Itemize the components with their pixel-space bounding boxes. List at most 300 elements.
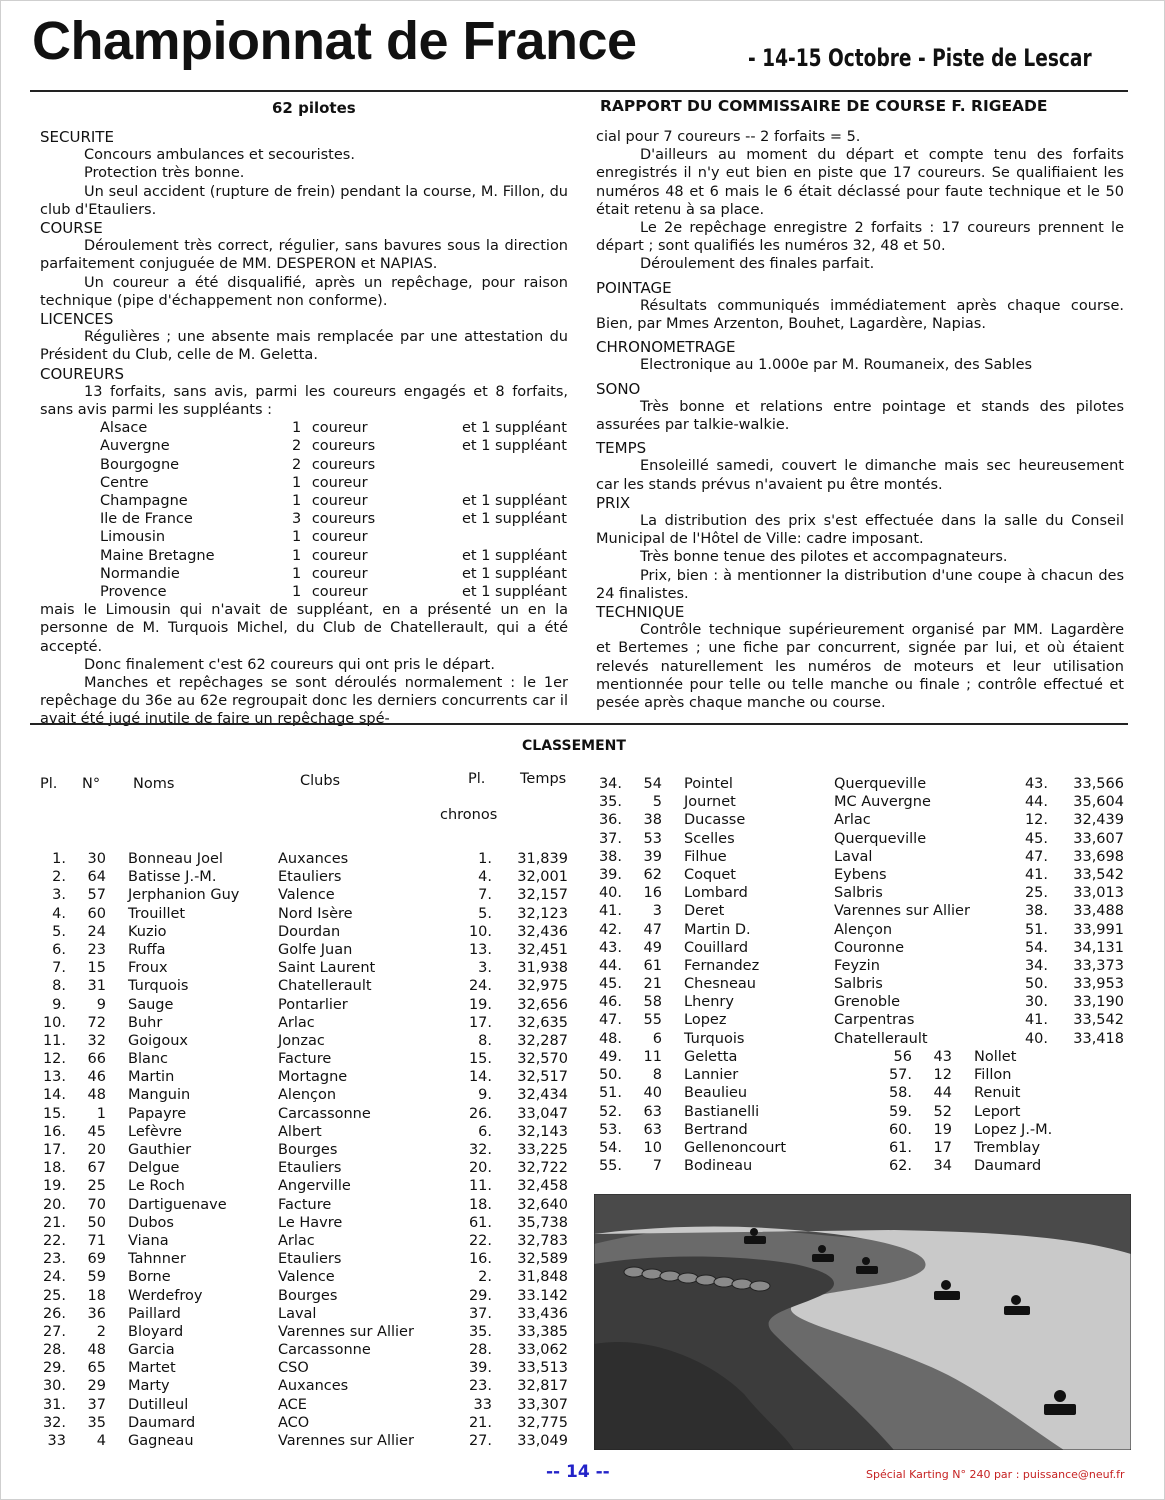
cell-place: 46. [598,994,622,1011]
cell-number: 59 [87,1269,106,1286]
paragraph: Un coureur a été disqualifié, après un repêchage, pour raison technique (pipe d'échappement non conforme). [40,274,568,309]
table-row [40,1087,570,1105]
cell-name: Froux [128,960,168,977]
cell-time: 33,991 [1073,921,1124,938]
cell-time: 32,287 [517,1032,568,1049]
classement-table-right [596,776,1126,1049]
cell-time: 33,488 [1073,903,1124,920]
cell-name: Tahnner [128,1251,186,1268]
cell-time: 33,698 [1073,848,1124,865]
table-row [40,1378,570,1396]
table-row [40,1269,570,1287]
cell-time: 33,436 [517,1305,568,1322]
cell-time: 33,607 [1073,830,1124,847]
cell-number: 29 [87,1378,106,1395]
cell-place: 15. [42,1105,66,1122]
cell-time: 31,839 [517,851,568,867]
cell-name: Beaulieu [684,1085,748,1102]
classement-table-split [596,1049,1126,1176]
cell-place: 52. [598,1103,622,1120]
cell-number: 45 [87,1123,106,1140]
cell-number: 61 [643,957,662,974]
cell-chrono-place: 54. [1024,939,1048,956]
cell-chrono-place: 23. [468,1378,492,1395]
table-row [596,885,1126,903]
cell-number: 66 [87,1051,106,1068]
paragraph: Concours ambulances et secouristes. [84,147,355,164]
table-row [40,1015,570,1033]
table-row [40,924,570,942]
cell-time: 32,635 [517,1014,568,1031]
cell-time: 33,225 [517,1142,568,1158]
header-chronos: chronos [440,807,498,823]
cell-number: 53 [643,830,662,847]
cell-number: 47 [643,921,662,938]
cell-chrono-place: 50. [1024,976,1048,993]
cell-club: Nord Isère [278,905,353,922]
cell-number: 30 [87,851,106,867]
cell-number: 38 [643,812,662,829]
cell-place: 13. [42,1069,66,1086]
cell-number: 57 [87,887,106,904]
cell-number: 5 [652,794,662,811]
cell-time: 33,190 [1073,994,1124,1011]
table-row [40,1124,570,1142]
cell-name: Ducasse [684,812,746,829]
cell-club: Querqueville [834,776,927,792]
cell-chrono-place: 39. [468,1360,492,1377]
cell-club: MC Auvergne [834,794,931,811]
cell-club: Carcassonne [278,1342,371,1359]
cell-club: Arlac [278,1232,315,1249]
table-row [596,849,1126,867]
table-row [40,1433,570,1451]
cell-time: 33.142 [517,1287,568,1304]
cell-club: Etauliers [278,1160,342,1177]
cell-place: 31. [42,1396,66,1413]
table-row [40,1069,570,1087]
cell-name: Gauthier [128,1142,192,1158]
region-row [100,492,568,510]
cell-name: Trouillet [128,905,186,922]
cell-number: 15 [87,960,106,977]
cell-number: 64 [87,869,106,886]
cell-name: Lefèvre [128,1123,182,1140]
cell-time: 32,451 [517,941,568,958]
cell-number: 48 [87,1342,106,1359]
cell-club: Auxances [278,851,349,867]
region-name: Provence [100,583,167,600]
cell-chrono-place: 37. [468,1305,492,1322]
cell-club: Arlac [278,1014,315,1031]
cell-place: 50. [598,1067,622,1084]
table-row [40,1142,570,1160]
region-row [100,583,568,601]
cell-club: Etauliers [278,1251,342,1268]
cell-club: Carcassonne [278,1105,371,1122]
table-row [596,922,1126,940]
region-row [100,419,568,437]
cell-place: 19. [42,1178,66,1195]
paragraph: Electronique au 1.000e par M. Roumaneix, des Sables [640,357,1033,374]
cell-time: 32,001 [517,869,568,886]
cell-name: Bertrand [684,1121,748,1138]
cell-name: Bonneau Joel [128,851,223,867]
cell-time: 32,123 [517,905,568,922]
cell-chrono-place: 27. [468,1433,492,1449]
cell-name: Werdefroy [128,1287,203,1304]
cell-number: 6 [652,1030,662,1047]
cell-number: 32 [87,1032,106,1049]
cell-club: Querqueville [834,830,927,847]
cell-club: Etauliers [278,869,342,886]
table-row [40,1288,570,1306]
cell-name: Tremblay [974,1139,1041,1156]
table-row [596,1031,1126,1049]
cell-place: 16. [42,1123,66,1140]
cell-number: 46 [87,1069,106,1086]
cell-number: 63 [643,1121,662,1138]
cell-place: 25. [42,1287,66,1304]
cell-name: Delgue [128,1160,180,1177]
cell-number: 21 [643,976,662,993]
cell-place: 23. [42,1251,66,1268]
section-prix-title: PRIX [596,493,631,512]
region-count: 1 coureur [292,493,368,509]
section-course-title: COURSE [40,219,103,238]
paragraph: Manches et repêchages se sont déroulés normalement : le 1er repêchage du 36e au 62e regroupait donc les derniers concurrents car il avait été jugé inutile de faire un repêchage spé- [40,674,568,728]
cell-time: 33,013 [1073,885,1124,902]
right-column [596,128,1124,712]
table-row [596,940,1126,958]
cell-number: 49 [643,939,662,956]
table-row [40,869,570,887]
cell-name: Scelles [684,830,735,847]
cell-time: 33,953 [1073,976,1124,993]
cell-name: Dartiguenave [128,1196,227,1213]
table-row [596,812,1126,830]
cell-time: 33,542 [1073,866,1124,883]
cell-club: Jonzac [278,1032,325,1049]
cell-place: 44. [598,957,622,974]
cell-number: 39 [643,848,662,865]
cell-place: 22. [42,1232,66,1249]
region-row [100,565,568,583]
cell-place: 32. [42,1414,66,1431]
region-row [100,547,568,565]
cell-time: 33,418 [1073,1030,1124,1047]
cell-place: 4. [52,905,66,922]
table-row [596,794,1126,812]
cell-club: Valence [278,1269,335,1286]
cell-time: 32,436 [517,923,568,940]
cell-place: 26. [42,1305,66,1322]
cell-place: 57. [888,1067,912,1084]
cell-name: Sauge [128,996,174,1013]
cell-club: Alençon [278,1087,337,1104]
region-name: Alsace [100,420,148,437]
section-securite-title: SECURITE [40,128,114,146]
region-count: 2 coureurs [292,456,376,473]
cell-place: 37. [598,830,622,847]
cell-chrono-place: 44. [1024,794,1048,811]
cell-name: Fernandez [684,957,760,974]
cell-number: 17 [933,1139,952,1156]
cell-number: 12 [933,1067,952,1084]
cell-number: 62 [643,866,662,883]
cell-club: Golfe Juan [278,941,353,958]
cell-time: 32,975 [517,978,568,995]
cell-chrono-place: 22. [468,1232,492,1249]
table-row [596,976,1126,994]
cell-club: Laval [834,848,873,865]
cell-chrono-place: 17. [468,1014,492,1031]
section-chronometrage-title: CHRONOMETRAGE [596,338,736,357]
cell-number: 1 [96,1105,106,1122]
section-sono-title: SONO [596,379,641,398]
cell-club: ACE [278,1396,307,1413]
table-row [40,960,570,978]
cell-chrono-place: 3. [478,960,492,977]
cell-club: Facture [278,1196,332,1213]
cell-name: Dutilleul [128,1396,189,1413]
table-row [40,1251,570,1269]
region-count: 1 coureur [292,474,368,491]
cell-time: 32,439 [1073,812,1124,829]
cell-place: 24. [42,1269,66,1286]
cell-name: Bloyard [128,1323,184,1340]
table-row [596,1104,1126,1122]
cell-place: 9. [52,996,66,1013]
cell-place: 47. [598,1012,622,1029]
cell-name: Le Roch [128,1178,185,1195]
cell-name: Jerphanion Guy [128,887,240,904]
cell-club: Bourges [278,1287,338,1304]
table-row [40,1215,570,1233]
region-name: Bourgogne [100,456,180,473]
cell-time: 32,570 [517,1051,568,1068]
cell-time: 32,775 [517,1414,568,1431]
cell-name: Lombard [684,885,748,902]
table-row [40,997,570,1015]
credit-link[interactable]: Spécial Karting N° 240 par : puissance@neuf.fr [866,1468,1125,1481]
cell-number: 69 [87,1251,106,1268]
cell-name: Turquois [684,1030,745,1047]
cell-number: 58 [643,994,662,1011]
cell-chrono-place: 43. [1024,776,1048,792]
header-rule [30,90,1128,92]
cell-time: 32,783 [517,1232,568,1249]
paragraph: Protection très bonne. [84,165,245,182]
cell-time: 33,047 [517,1105,568,1122]
cell-chrono-place: 4. [478,869,492,886]
region-count: 1 coureur [292,420,368,437]
cell-club: Chatellerault [278,978,372,995]
left-column [40,128,568,729]
cell-name: Kuzio [128,923,167,940]
cell-number: 65 [87,1360,106,1377]
cell-place: 45. [598,976,622,993]
cell-club: Feyzin [834,957,880,974]
cell-name: Fillon [974,1067,1012,1084]
cell-chrono-place: 1. [478,851,492,867]
cell-time: 33,062 [517,1342,568,1359]
cell-time: 33,542 [1073,1012,1124,1029]
cell-chrono-place: 33 [473,1396,492,1413]
cell-time: 32,517 [517,1069,568,1086]
cell-time: 32,656 [517,996,568,1013]
cell-name: Lopez J.-M. [974,1121,1053,1138]
cell-time: 35,738 [517,1214,568,1231]
table-row [40,1306,570,1324]
cell-place: 5. [52,923,66,940]
cell-chrono-place: 18. [468,1196,492,1213]
paragraph: Très bonne et relations entre pointage et stands des pilotes assurées par talkie-walkie. [596,398,1124,434]
cell-number: 35 [87,1414,106,1431]
paragraph: Le 2e repêchage enregistre 2 forfaits : 17 coureurs prennent le départ ; sont qualifiés les numéros 32, 48 et 50. [596,220,1124,255]
cell-name: Daumard [128,1414,196,1431]
section-pointage-title: POINTAGE [596,278,672,297]
cell-club: ACO [278,1414,310,1431]
region-extra: et 1 suppléant [462,493,567,509]
cell-number: 54 [643,776,662,792]
paragraph: Ensoleillé samedi, couvert le dimanche mais sec heureusement car les stands prévus n'avaient pu être montés. [596,458,1124,493]
cell-number: 16 [643,885,662,902]
cell-chrono-place: 6. [478,1123,492,1140]
cell-chrono-place: 45. [1024,830,1048,847]
cell-club: Auxances [278,1378,349,1395]
cell-name: Paillard [128,1305,181,1322]
cell-club: Arlac [834,812,871,829]
cell-name: Lhenry [684,994,734,1011]
paragraph: Déroulement très correct, régulier, sans bavures sous la direction parfaitement conjuguée de MM. DESPERON et NAPIAS. [40,238,568,273]
cell-place: 28. [42,1342,66,1359]
cell-number: 71 [87,1232,106,1249]
cell-chrono-place: 29. [468,1287,492,1304]
table-row [40,887,570,905]
cell-number: 19 [933,1121,952,1138]
cell-place: 48. [598,1030,622,1047]
table-row [596,1012,1126,1030]
region-name: Champagne [100,493,188,509]
cell-number: 48 [87,1087,106,1104]
cell-name: Couillard [684,939,749,956]
cell-number: 24 [87,923,106,940]
cell-name: Daumard [974,1158,1042,1175]
cell-number: 37 [87,1396,106,1413]
cell-place: 1. [52,851,66,867]
cell-number: 18 [87,1287,106,1304]
paragraph: mais le Limousin qui n'avait de suppléant, en a présenté un en la personne de M. Turquois Michel, du Club de Chatellerault, qui a été accepté. [40,602,568,655]
region-count: 3 coureurs [292,511,376,528]
paragraph: Très bonne tenue des pilotes et accompagnateurs. [640,549,1008,566]
cell-place: 35. [598,794,622,811]
cell-place: 60. [888,1121,912,1138]
table-row [40,1033,570,1051]
cell-place: 36. [598,812,622,829]
region-name: Centre [100,474,149,491]
table-row [596,1085,1126,1103]
classement-title: CLASSEMENT [522,738,626,754]
table-row [596,1049,1126,1067]
cell-club: Varennes sur Allier [834,903,970,920]
cell-chrono-place: 26. [468,1105,492,1122]
region-name: Maine Bretagne [100,547,215,564]
cell-name: Gagneau [128,1433,194,1449]
cell-chrono-place: 41. [1024,866,1048,883]
cell-club: Mortagne [278,1069,348,1086]
table-row [596,1122,1126,1140]
cell-place: 8. [52,978,66,995]
cell-time: 33,049 [517,1433,568,1449]
header-noms: Noms [133,776,175,792]
cell-chrono-place: 15. [468,1051,492,1068]
region-row [100,474,568,492]
cell-club: Le Havre [278,1214,343,1231]
cell-number: 20 [87,1142,106,1158]
cell-number: 72 [87,1014,106,1031]
cell-chrono-place: 40. [1024,1030,1048,1047]
cell-name: Martin [128,1069,175,1086]
cell-club: Saint Laurent [278,960,376,977]
cell-chrono-place: 19. [468,996,492,1013]
cell-chrono-place: 9. [478,1087,492,1104]
cell-name: Borne [128,1269,171,1286]
table-row [596,1067,1126,1085]
cell-number: 7 [652,1158,662,1175]
region-name: Auvergne [100,438,170,455]
cell-place: 12. [42,1051,66,1068]
cell-number: 3 [652,903,662,920]
cell-place: 62. [888,1158,912,1175]
cell-chrono-place: 24. [468,978,492,995]
cell-place: 3. [52,887,66,904]
cell-place: 21. [42,1214,66,1231]
cell-chrono-place: 13. [468,941,492,958]
cell-chrono-place: 8. [478,1032,492,1049]
cell-time: 31,848 [517,1269,568,1286]
cell-chrono-place: 38. [1024,903,1048,920]
cell-number: 34 [933,1158,952,1175]
cell-time: 32,434 [517,1087,568,1104]
cell-place: 17. [42,1142,66,1158]
cell-name: Goigoux [128,1032,188,1049]
cell-name: Leport [974,1103,1021,1120]
cell-chrono-place: 10. [468,923,492,940]
cell-name: Pointel [684,776,733,792]
cell-time: 33,385 [517,1323,568,1340]
cell-name: Viana [128,1232,169,1249]
table-row [40,1415,570,1433]
region-count: 2 coureurs [292,438,376,455]
cell-club: Angerville [278,1178,351,1195]
cell-time: 32,722 [517,1160,568,1177]
cell-place: 42. [598,921,622,938]
region-count: 1 coureur [292,583,368,600]
paragraph: Donc finalement c'est 62 coureurs qui ont pris le départ. [84,656,495,673]
cell-club: Varennes sur Allier [278,1323,414,1340]
report-title: RAPPORT DU COMMISSAIRE DE COURSE F. RIGEADE [600,97,1048,115]
cell-time: 35,604 [1073,794,1124,811]
paragraph: Prix, bien : à mentionner la distribution d'une coupe à chacun des 24 finalistes. [596,567,1124,602]
cell-name: Ruffa [128,941,166,958]
page-title: Championnat de France [32,11,637,71]
table-row [40,1233,570,1251]
cell-name: Lopez [684,1012,727,1029]
cell-time: 33,566 [1073,776,1124,792]
cell-number: 11 [643,1049,662,1065]
cell-number: 23 [87,941,106,958]
